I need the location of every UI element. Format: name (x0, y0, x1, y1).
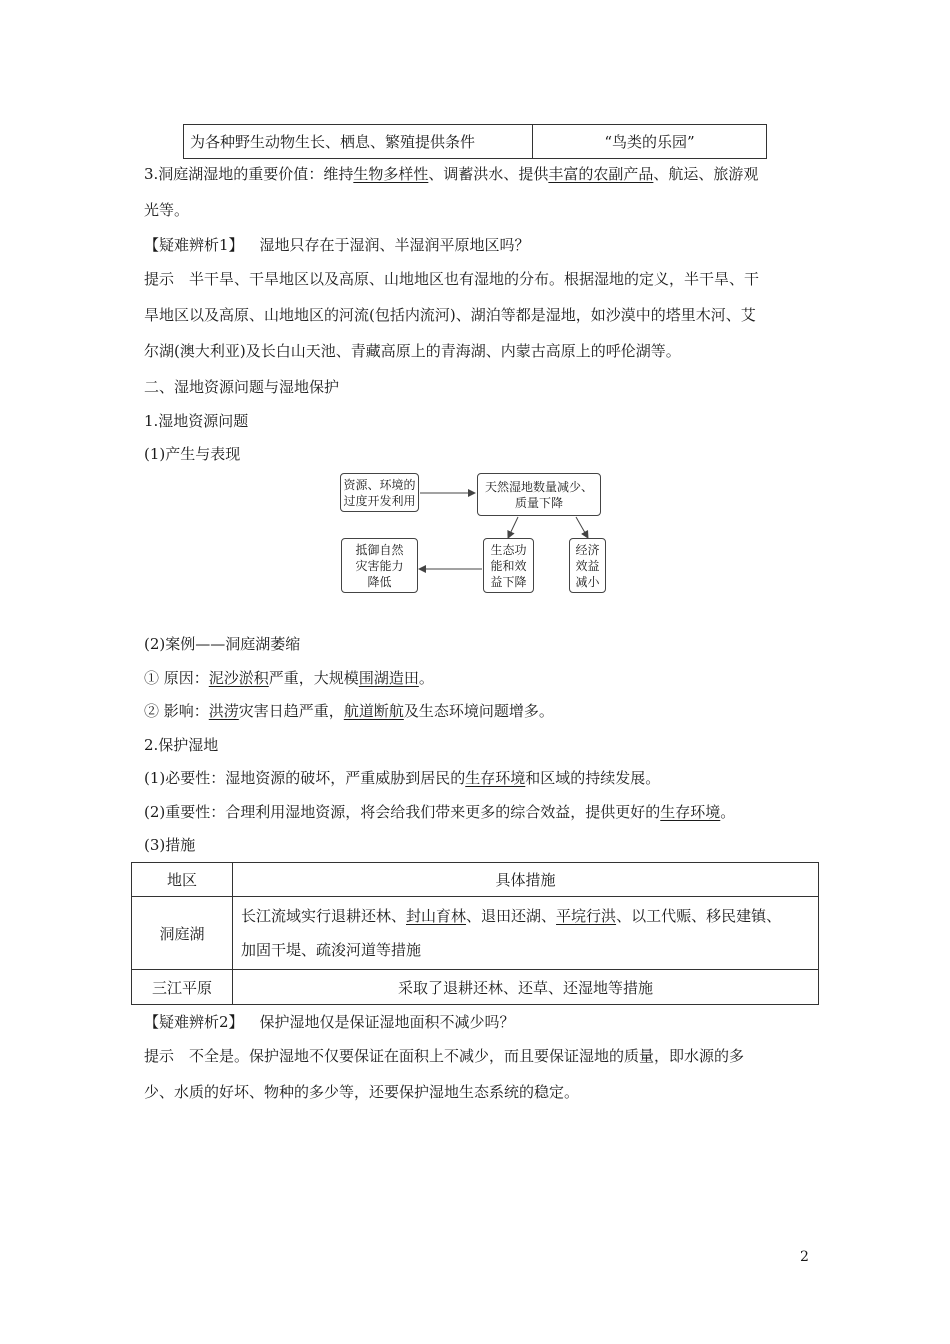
sub1-1-title: (1)产生与表现 (144, 445, 241, 463)
flow-box-economic-decline: 经济 效益 减小 (569, 538, 606, 593)
table-row (132, 970, 819, 1005)
measures-row2-measures: 采取了退耕还林、还草、还湿地等措施 (233, 970, 819, 1005)
qa2-answer-line1: 提示 不全是。保护湿地不仅要保证在面积上不减少，而且要保证湿地的质量，即水源的多 (144, 1047, 745, 1065)
table-row (132, 897, 819, 970)
qa1-answer-line2: 旱地区以及高原、山地地区的河流(包括内流河)、湖泊等都是湿地，如沙漠中的塔里木河、艾 (144, 306, 756, 324)
measures-row1-region: 洞庭湖 (132, 897, 233, 970)
underlined-term: 封山育林 (406, 907, 467, 925)
underlined-term: 洪涝 (208, 702, 239, 720)
qa1-answer-line3: 尔湖(澳大利亚)及长白山天池、青藏高原上的青海湖、内蒙古高原上的呼伦湖等。 (144, 342, 681, 360)
qa1-question: 湿地只存在于湿润、半湿润平原地区吗？ (259, 236, 530, 254)
underlined-term: 泥沙淤积 (208, 669, 269, 687)
flow-box-ecological-decline: 生态功 能和效 益下降 (483, 538, 534, 593)
qa2-tag: 【疑难辨析2】 (144, 1013, 244, 1031)
top-table-left-cell: 为各种野生动物生长、栖息、繁殖提供条件 (184, 125, 533, 159)
item3-line1: 3.洞庭湖湿地的重要价值：维持生物多样性、调蓄洪水、提供丰富的农副产品、航运、旅游观 (144, 165, 759, 183)
page-number: 2 (800, 1249, 809, 1265)
importance-line: (2)重要性：合理利用湿地资源，将会给我们带来更多的综合效益，提供更好的生存环境。 (144, 803, 736, 821)
flow-box-disaster-resistance: 抵御自然 灾害能力 降低 (341, 538, 418, 593)
underlined-term: 生物多样性 (353, 165, 429, 183)
qa1-tag: 【疑难辨析1】 (144, 236, 244, 254)
underlined-term: 航道断航 (343, 702, 404, 720)
measures-header-region: 地区 (132, 863, 233, 897)
effect-line: ② 影响：洪涝灾害日趋严重，航道断航及生态环境问题增多。 (144, 702, 554, 720)
qa1-question-line (144, 234, 530, 255)
item3-line2: 光等。 (144, 201, 190, 219)
qa1-answer-line1: 提示 半干旱、干旱地区以及高原、山地地区也有湿地的分布。根据湿地的定义，半干旱、干 (144, 270, 760, 288)
arrow-box2-to-box3 (508, 517, 518, 538)
qa2-question-line (144, 1011, 515, 1032)
underlined-term: 生存环境 (660, 803, 721, 821)
arrow-box2-to-box4 (576, 517, 588, 538)
qa2-answer-line2: 少、水质的好坏、物种的多少等，还要保护湿地生态系统的稳定。 (144, 1083, 580, 1101)
top-table-right-cell: “鸟类的乐园” (533, 125, 767, 159)
measures-header-measures: 具体措施 (233, 863, 819, 897)
measures-row2-region: 三江平原 (132, 970, 233, 1005)
underlined-term: 生存环境 (465, 769, 526, 787)
sub1-title: 1.湿地资源问题 (144, 412, 249, 430)
measures-table (131, 862, 819, 1005)
necessity-line: (1)必要性：湿地资源的破坏，严重威胁到居民的生存环境和区域的持续发展。 (144, 769, 661, 787)
cause-line: ① 原因：泥沙淤积严重，大规模围湖造田。 (144, 669, 434, 687)
measures-title: (3)措施 (144, 836, 196, 854)
flow-box-overexploitation: 资源、环境的 过度开发利用 (340, 473, 419, 512)
section2-title: 二、湿地资源问题与湿地保护 (144, 378, 340, 396)
measures-row1-measures: 长江流域实行退耕还林、封山育林、退田还湖、平垸行洪、以工代赈、移民建镇、 加固干堤、疏浚河道等措施 (233, 897, 819, 970)
underlined-term: 围湖造田 (358, 669, 419, 687)
qa2-question: 保护湿地仅是保证湿地面积不减少吗？ (259, 1013, 515, 1031)
sub2-title: 2.保护湿地 (144, 736, 219, 754)
underlined-term: 丰富的农副产品 (548, 165, 654, 183)
sub1-2-title: (2)案例——洞庭湖萎缩 (144, 635, 301, 653)
flow-box-wetland-decline: 天然湿地数量减少、 质量下降 (477, 473, 601, 516)
top-table (183, 124, 767, 159)
underlined-term: 平垸行洪 (556, 907, 617, 925)
